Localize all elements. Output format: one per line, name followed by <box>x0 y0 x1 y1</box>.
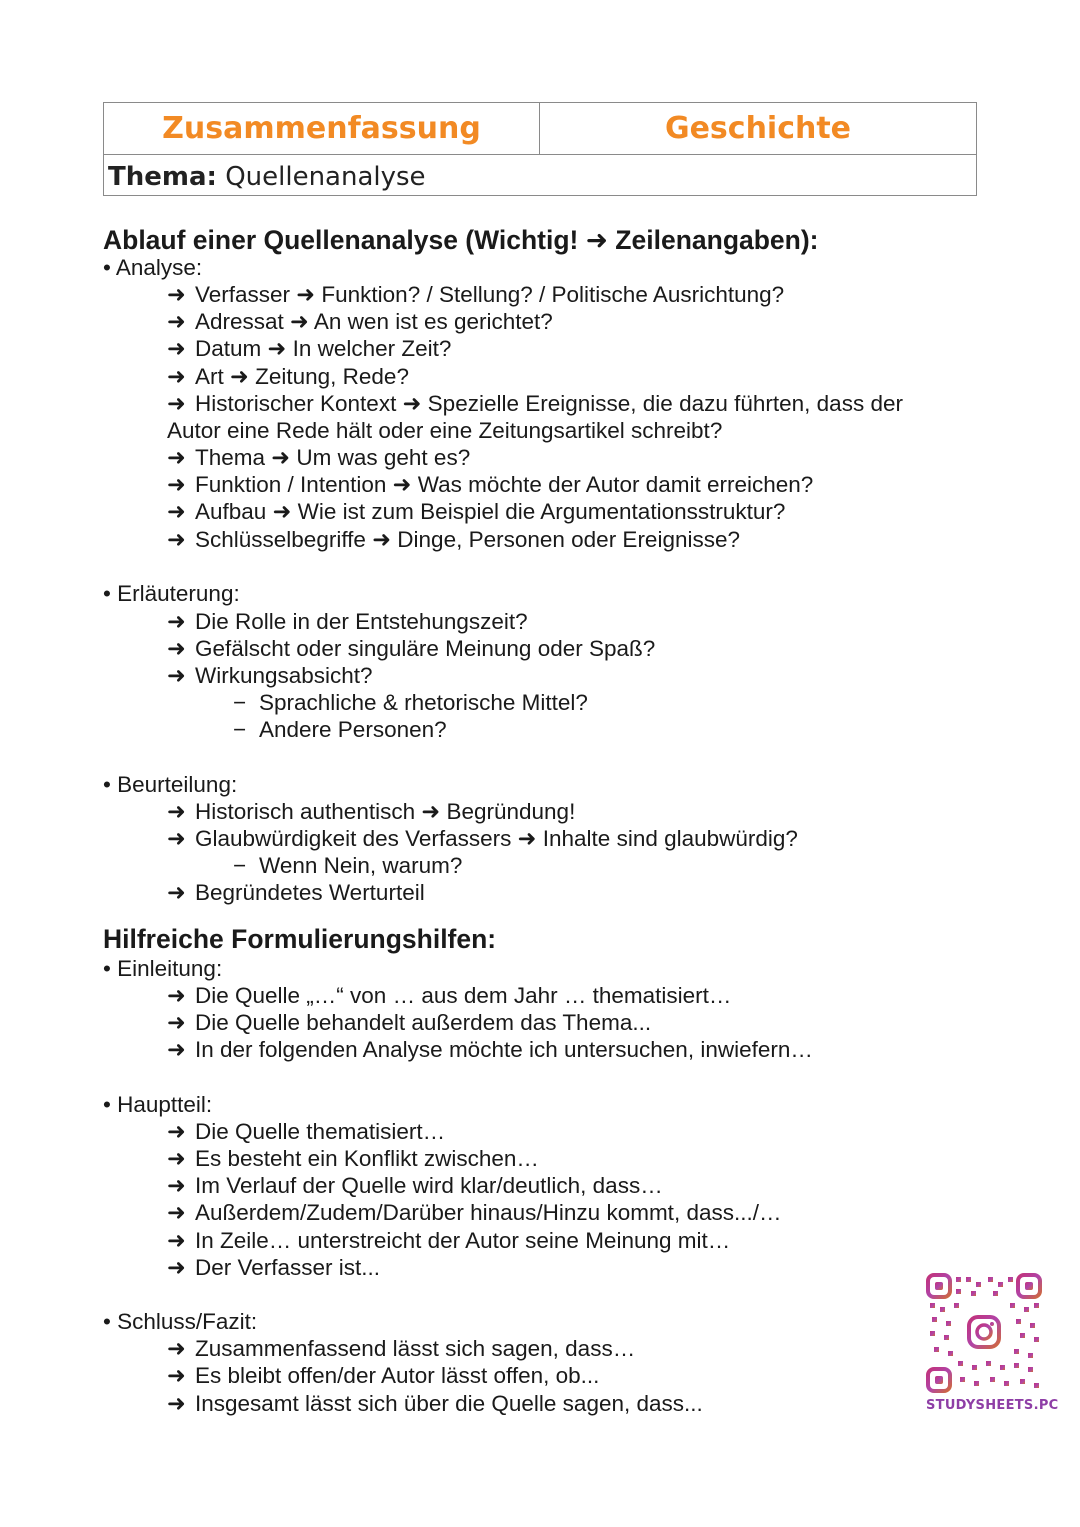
list-item: ➜ Außerdem/Zudem/Darüber hinaus/Hinzu kommt, dass.../… <box>167 1200 782 1225</box>
arrow-icon: ➜ <box>167 472 186 497</box>
arrow-icon: ➜ <box>167 880 186 905</box>
arrow-icon: ➜ <box>167 499 186 524</box>
sub-list-item: − Sprachliche & rhetorische Mittel? <box>233 690 588 715</box>
list-item: ➜ In Zeile… unterstreicht der Autor seine Meinung mit… <box>167 1228 731 1253</box>
list-item: ➜ In der folgenden Analyse möchte ich untersuchen, inwiefern… <box>167 1037 813 1062</box>
sub-list-item: − Wenn Nein, warum? <box>233 853 463 878</box>
list-item: ➜ Die Quelle „…“ von … aus dem Jahr … thematisiert… <box>167 983 732 1008</box>
arrow-icon: ➜ <box>167 282 186 307</box>
arrow-icon: ➜ <box>167 1336 186 1361</box>
arrow-icon: ➜ <box>167 1146 186 1171</box>
list-item: ➜ Glaubwürdigkeit des Verfassers ➜ Inhalte sind glaubwürdig? <box>167 826 798 851</box>
thema-row <box>108 155 426 196</box>
thema-label: Thema: <box>108 162 217 192</box>
list-item: ➜ Der Verfasser ist... <box>167 1255 381 1280</box>
arrow-icon: ➜ <box>167 391 186 416</box>
arrow-icon: ➜ <box>167 527 186 552</box>
list-item: ➜ Adressat ➜ An wen ist es gerichtet? <box>167 309 553 334</box>
list-item: ➜ Art ➜ Zeitung, Rede? <box>167 364 409 389</box>
arrow-icon: ➜ <box>167 1255 186 1280</box>
arrow-icon: ➜ <box>167 445 186 470</box>
arrow-icon: ➜ <box>167 336 186 361</box>
list-item: ➜ Datum ➜ In welcher Zeit? <box>167 336 452 361</box>
arrow-icon: ➜ <box>167 1200 186 1225</box>
header-summary-title: Zusammenfassung <box>104 103 540 154</box>
list-item: ➜ Begründetes Werturteil <box>167 880 425 905</box>
bullet-einleitung: • Einleitung: <box>103 956 223 981</box>
sub-list-item: − Andere Personen? <box>233 717 447 742</box>
list-item: ➜ Insgesamt lässt sich über die Quelle sagen, dass... <box>167 1391 703 1416</box>
list-item: ➜ Die Quelle thematisiert… <box>167 1119 446 1144</box>
arrow-icon: ➜ <box>167 826 186 851</box>
dash-icon: − <box>233 717 247 742</box>
thema-value: Quellenanalyse <box>225 162 426 192</box>
arrow-icon: ➜ <box>167 1363 186 1388</box>
bullet-hauptteil: • Hauptteil: <box>103 1092 213 1117</box>
arrow-icon: ➜ <box>167 309 186 334</box>
dash-icon: − <box>233 853 247 878</box>
list-item: ➜ Aufbau ➜ Wie ist zum Beispiel die Argumentationsstruktur? <box>167 499 786 524</box>
list-item: ➜ Gefälscht oder singuläre Meinung oder Spaß? <box>167 636 656 661</box>
list-item: ➜ Im Verlauf der Quelle wird klar/deutlich, dass… <box>167 1173 663 1198</box>
list-item: ➜ Die Rolle in der Entstehungszeit? <box>167 609 528 634</box>
brand-label: STUDYSHEETS.PC <box>926 1398 1059 1413</box>
qr-code[interactable] <box>926 1273 1042 1393</box>
section-heading-ablauf: Ablauf einer Quellenanalyse (Wichtig! ➜ Zeilenangaben): <box>103 225 819 255</box>
list-item: ➜ Historisch authentisch ➜ Begründung! <box>167 799 576 824</box>
arrow-icon: ➜ <box>167 1010 186 1035</box>
arrow-icon: ➜ <box>167 609 186 634</box>
list-item: ➜ Die Quelle behandelt außerdem das Thema... <box>167 1010 652 1035</box>
bullet-erlaeuterung: • Erläuterung: <box>103 581 240 606</box>
arrow-icon: ➜ <box>167 1119 186 1144</box>
arrow-icon: ➜ <box>167 1037 186 1062</box>
bullet-analyse: • Analyse: <box>103 255 203 280</box>
list-item: ➜ Verfasser ➜ Funktion? / Stellung? / Politische Ausrichtung? <box>167 282 785 307</box>
list-item: ➜ Schlüsselbegriffe ➜ Dinge, Personen oder Ereignisse? <box>167 527 740 552</box>
arrow-icon: ➜ <box>167 799 186 824</box>
header-table <box>103 102 977 196</box>
dash-icon: − <box>233 690 247 715</box>
list-item: ➜ Wirkungsabsicht? <box>167 663 373 688</box>
section-heading-formulierungshilfen: Hilfreiche Formulierungshilfen: <box>103 924 497 954</box>
list-item: ➜ Zusammenfassend lässt sich sagen, dass… <box>167 1336 636 1361</box>
arrow-icon: ➜ <box>167 1173 186 1198</box>
arrow-icon: ➜ <box>167 636 186 661</box>
header-subject-title: Geschichte <box>664 111 852 146</box>
arrow-icon: ➜ <box>167 1228 186 1253</box>
arrow-icon: ➜ <box>167 1391 186 1416</box>
list-item: ➜ Funktion / Intention ➜ Was möchte der Autor damit erreichen? <box>167 472 814 497</box>
bullet-beurteilung: • Beurteilung: <box>103 772 238 797</box>
list-item: ➜ Es bleibt offen/der Autor lässt offen, ob... <box>167 1363 600 1388</box>
list-item: ➜ Thema ➜ Um was geht es? <box>167 445 471 470</box>
list-item-continuation: Autor eine Rede hält oder eine Zeitungsartikel schreibt? <box>167 418 723 443</box>
bullet-schluss: • Schluss/Fazit: <box>103 1309 258 1334</box>
arrow-icon: ➜ <box>167 663 186 688</box>
list-item: ➜ Historischer Kontext ➜ Spezielle Ereignisse, die dazu führten, dass der <box>167 391 903 416</box>
arrow-icon: ➜ <box>167 364 186 389</box>
arrow-icon: ➜ <box>167 983 186 1008</box>
list-item: ➜ Es besteht ein Konflikt zwischen… <box>167 1146 539 1171</box>
